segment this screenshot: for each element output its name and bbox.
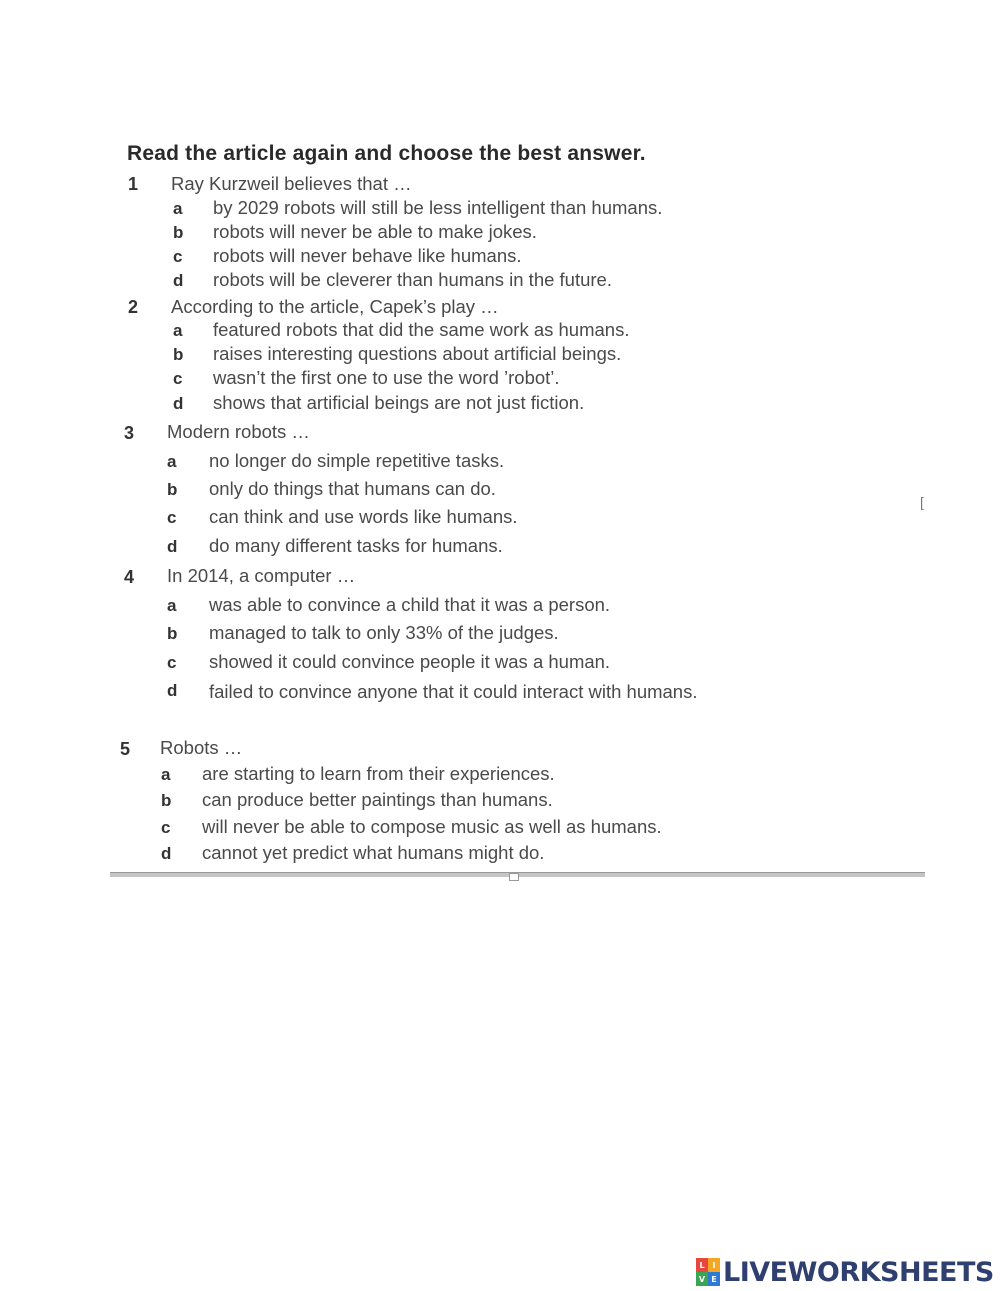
option-letter: c xyxy=(173,247,183,266)
option-letter: a xyxy=(173,321,183,340)
option-text: wasn’t the first one to use the word ’robot’. xyxy=(213,367,560,388)
logo-letter: E xyxy=(708,1272,720,1286)
option-letter: a xyxy=(173,199,183,218)
option-letter: b xyxy=(167,624,178,643)
option-text: no longer do simple repetitive tasks. xyxy=(209,450,505,471)
option-letter: d xyxy=(161,844,172,863)
option-text: do many different tasks for humans. xyxy=(209,535,503,556)
option-text: featured robots that did the same work as humans. xyxy=(213,319,630,340)
question-number: 2 xyxy=(128,297,139,317)
option-text: by 2029 robots will still be less intelligent than humans. xyxy=(213,197,663,218)
question-stem: Robots … xyxy=(160,737,243,758)
logo-letter: L xyxy=(696,1258,708,1272)
question-number: 3 xyxy=(124,423,135,443)
option-letter: c xyxy=(167,508,177,527)
instructions-heading: Read the article again and choose the best answer. xyxy=(127,142,646,165)
option-letter: c xyxy=(167,653,177,672)
option-letter: c xyxy=(161,818,171,837)
option-text: failed to convince anyone that it could interact with humans. xyxy=(209,681,698,702)
option-letter: d xyxy=(167,681,178,700)
question-number: 4 xyxy=(124,567,135,587)
option-text: showed it could convince people it was a human. xyxy=(209,651,611,672)
option-text: can produce better paintings than humans. xyxy=(202,789,553,810)
option-letter: b xyxy=(161,791,172,810)
option-letter: d xyxy=(173,271,184,290)
question-number: 1 xyxy=(128,174,139,194)
option-letter: d xyxy=(167,537,178,556)
option-text: shows that artificial beings are not just fiction. xyxy=(213,392,585,413)
liveworksheets-logo-icon xyxy=(696,1258,720,1286)
question-stem: According to the article, Capek’s play … xyxy=(171,296,499,317)
option-letter: a xyxy=(167,596,177,615)
option-text: robots will never be able to make jokes. xyxy=(213,221,537,242)
logo-letter: I xyxy=(708,1258,720,1272)
option-letter: b xyxy=(167,480,178,499)
option-text: raises interesting questions about artificial beings. xyxy=(213,343,622,364)
option-letter: d xyxy=(173,394,184,413)
question-stem: Modern robots … xyxy=(167,421,310,442)
option-letter: a xyxy=(167,452,177,471)
divider-notch xyxy=(509,873,519,881)
option-text: only do things that humans can do. xyxy=(209,478,496,499)
option-text: was able to convince a child that it was a person. xyxy=(209,594,611,615)
brand-wordmark: LIVEWORKSHEETS xyxy=(723,1256,994,1288)
margin-mark: [ xyxy=(920,494,924,510)
option-text: cannot yet predict what humans might do. xyxy=(202,842,545,863)
option-text: robots will never behave like humans. xyxy=(213,245,522,266)
logo-letter: V xyxy=(696,1272,708,1286)
option-text: managed to talk to only 33% of the judges. xyxy=(209,622,559,643)
liveworksheets-brand xyxy=(696,1256,994,1288)
question-number: 5 xyxy=(120,739,131,759)
option-letter: a xyxy=(161,765,171,784)
question-stem: Ray Kurzweil believes that … xyxy=(171,173,412,194)
option-letter: b xyxy=(173,345,184,364)
option-text: will never be able to compose music as well as humans. xyxy=(202,816,662,837)
question-stem: In 2014, a computer … xyxy=(167,565,356,586)
option-text: robots will be cleverer than humans in the future. xyxy=(213,269,612,290)
option-letter: b xyxy=(173,223,184,242)
option-text: can think and use words like humans. xyxy=(209,506,518,527)
option-text: are starting to learn from their experiences. xyxy=(202,763,555,784)
option-letter: c xyxy=(173,369,183,388)
